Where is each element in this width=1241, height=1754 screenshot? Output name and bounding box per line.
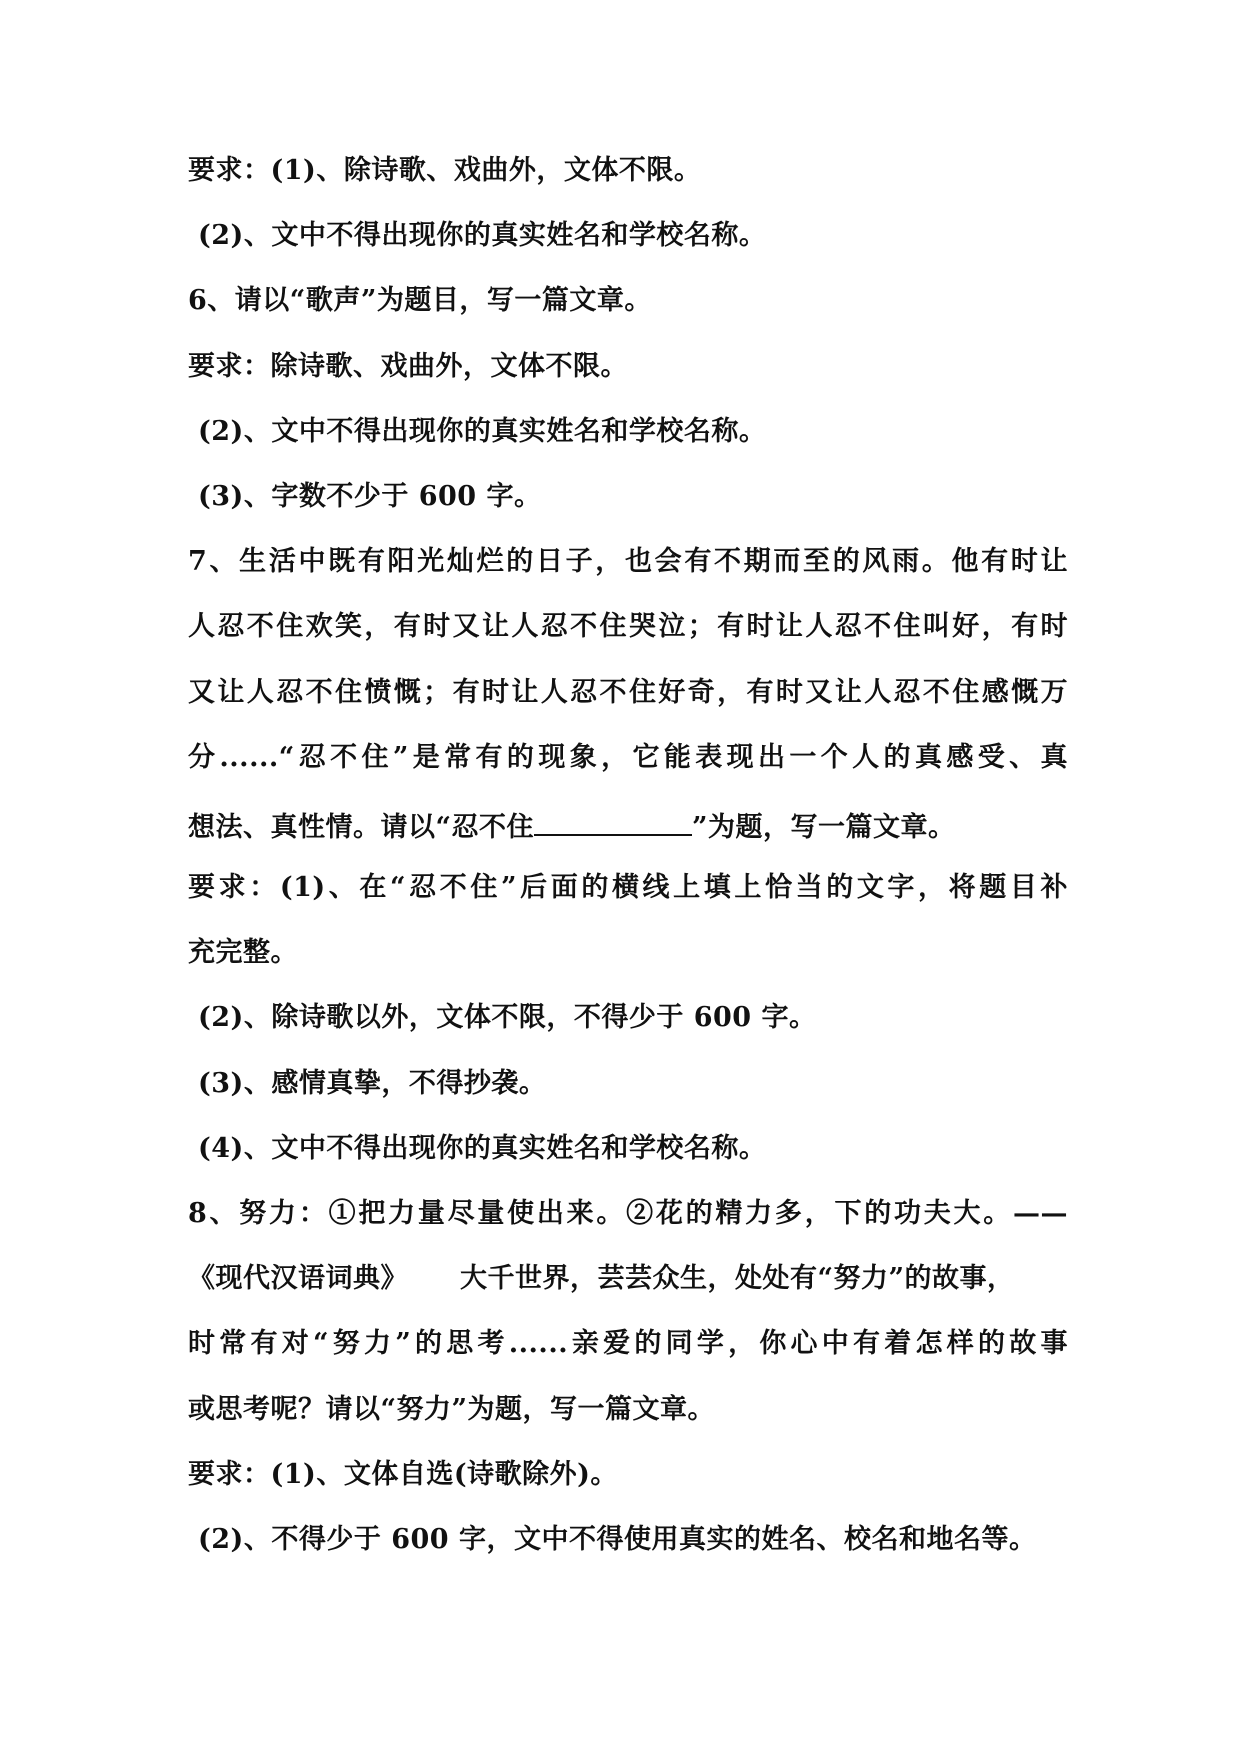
text-line: (2)、文中不得出现你的真实姓名和学校名称。 (198, 220, 767, 252)
text-line: 又让人忍不住愤慨；有时让人忍不住好奇，有时又让人忍不住感慨万 (188, 676, 1068, 708)
fill-in-blank (534, 810, 692, 836)
text-segment: 想法、真性情。请以“忍不住 (188, 811, 535, 843)
question-heading: 8、努力：①把力量尽量使出来。②花的精力多，下的功夫大。—— (188, 1198, 1068, 1229)
text-line: 要求：(1)、在“忍不住”后面的横线上填上恰当的文字，将题目补 (188, 872, 1068, 904)
text-line: (3)、字数不少于 600 字。 (198, 480, 542, 512)
text-line (188, 810, 1068, 875)
question-heading: 6、请以“歌声”为题目，写一篇文章。 (188, 285, 652, 317)
dictionary-citation: 《现代汉语词典》 (188, 1263, 408, 1295)
text-line: (2)、文中不得出现你的真实姓名和学校名称。 (198, 415, 767, 447)
document-page (188, 155, 1068, 1592)
text-line: (2)、除诗歌以外，文体不限，不得少于 600 字。 (198, 1002, 817, 1034)
text-segment: 大千世界，芸芸众生，处处有“努力”的故事， (460, 1263, 1015, 1295)
text-line: (4)、文中不得出现你的真实姓名和学校名称。 (198, 1132, 767, 1164)
text-line: (3)、感情真挚，不得抄袭。 (198, 1067, 547, 1099)
question-heading: 7、生活中既有阳光灿烂的日子，也会有不期而至的风雨。他有时让 (188, 546, 1068, 578)
text-line: 时常有对“努力”的思考......亲爱的同学，你心中有着怎样的故事 (188, 1328, 1068, 1360)
text-line: 要求：(1)、文体自选(诗歌除外)。 (188, 1458, 618, 1490)
text-line: 要求：(1)、除诗歌、戏曲外，文体不限。 (188, 155, 702, 186)
text-line: 要求：除诗歌、戏曲外，文体不限。 (188, 350, 628, 382)
text-line: (2)、不得少于 600 字，文中不得使用真实的姓名、校名和地名等。 (198, 1523, 1037, 1555)
text-line: 分......“忍不住”是常有的现象，它能表现出一个人的真感受、真 (188, 741, 1068, 773)
text-line: 充完整。 (188, 937, 298, 969)
text-line: 或思考呢？请以“努力”为题，写一篇文章。 (188, 1393, 716, 1425)
text-line: 人忍不住欢笑，有时又让人忍不住哭泣；有时让人忍不住叫好，有时 (188, 611, 1068, 643)
text-segment: ”为题，写一篇文章。 (692, 811, 956, 843)
text-line (188, 1263, 1068, 1331)
